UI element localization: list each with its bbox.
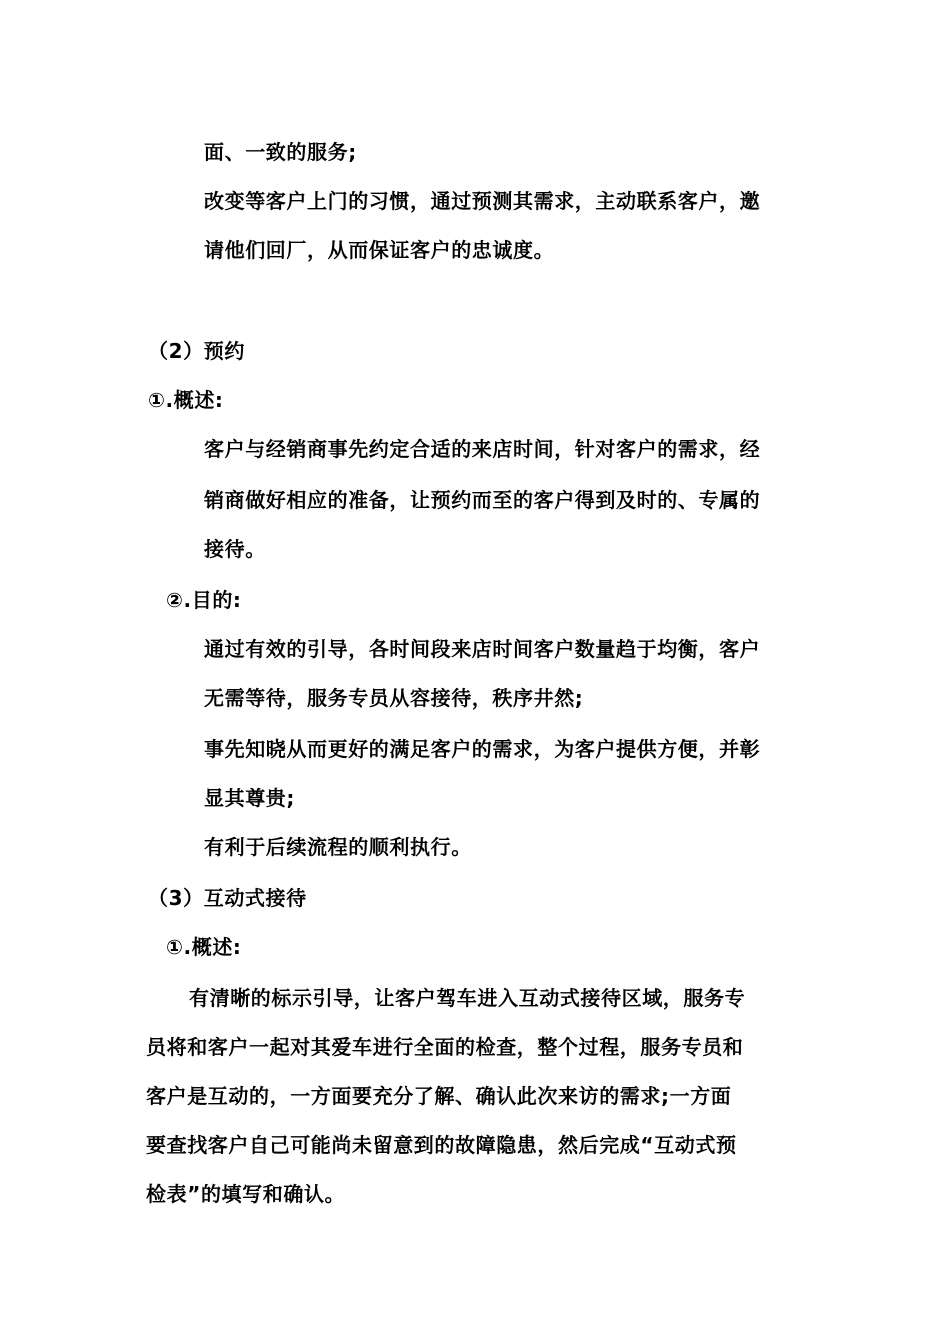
paragraph-line: 事先知晓从而更好的满足客户的需求，为客户提供方便，并彰 <box>204 737 761 761</box>
paragraph-line: 显其尊贵; <box>204 786 295 810</box>
overview-label: ①.概述: <box>166 935 242 959</box>
section-heading-interactive-reception: （3）互动式接待 <box>148 886 307 910</box>
section-heading-appointment: （2）预约 <box>148 339 245 363</box>
paragraph-line: 客户与经销商事先约定合适的来店时间，针对客户的需求，经 <box>204 437 761 461</box>
overview-label: ①.概述: <box>148 388 224 412</box>
paragraph-line: 客户是互动的，一方面要充分了解、确认此次来访的需求;一方面 <box>146 1084 732 1108</box>
paragraph-line: 要查找客户自己可能尚未留意到的故障隐患，然后完成“互动式预 <box>146 1133 737 1157</box>
paragraph-line: 面、一致的服务; <box>204 140 357 164</box>
paragraph-line: 有清晰的标示引导，让客户驾车进入互动式接待区域，服务专 <box>189 986 746 1010</box>
paragraph-line: 接待。 <box>204 537 266 561</box>
paragraph-line: 请他们回厂，从而保证客户的忠诚度。 <box>204 238 555 262</box>
paragraph-line: 改变等客户上门的习惯，通过预测其需求，主动联系客户，邀 <box>204 189 761 213</box>
paragraph-line: 通过有效的引导，各时间段来店时间客户数量趋于均衡，客户 <box>204 637 761 661</box>
purpose-label: ②.目的: <box>166 588 242 612</box>
paragraph-line: 销商做好相应的准备，让预约而至的客户得到及时的、专属的 <box>204 488 761 512</box>
paragraph-line: 有利于后续流程的顺利执行。 <box>204 835 472 859</box>
paragraph-line: 检表”的填写和确认。 <box>146 1182 346 1206</box>
paragraph-line: 员将和客户一起对其爱车进行全面的检查，整个过程，服务专员和 <box>146 1035 744 1059</box>
paragraph-line: 无需等待，服务专员从容接待，秩序井然; <box>204 686 584 710</box>
